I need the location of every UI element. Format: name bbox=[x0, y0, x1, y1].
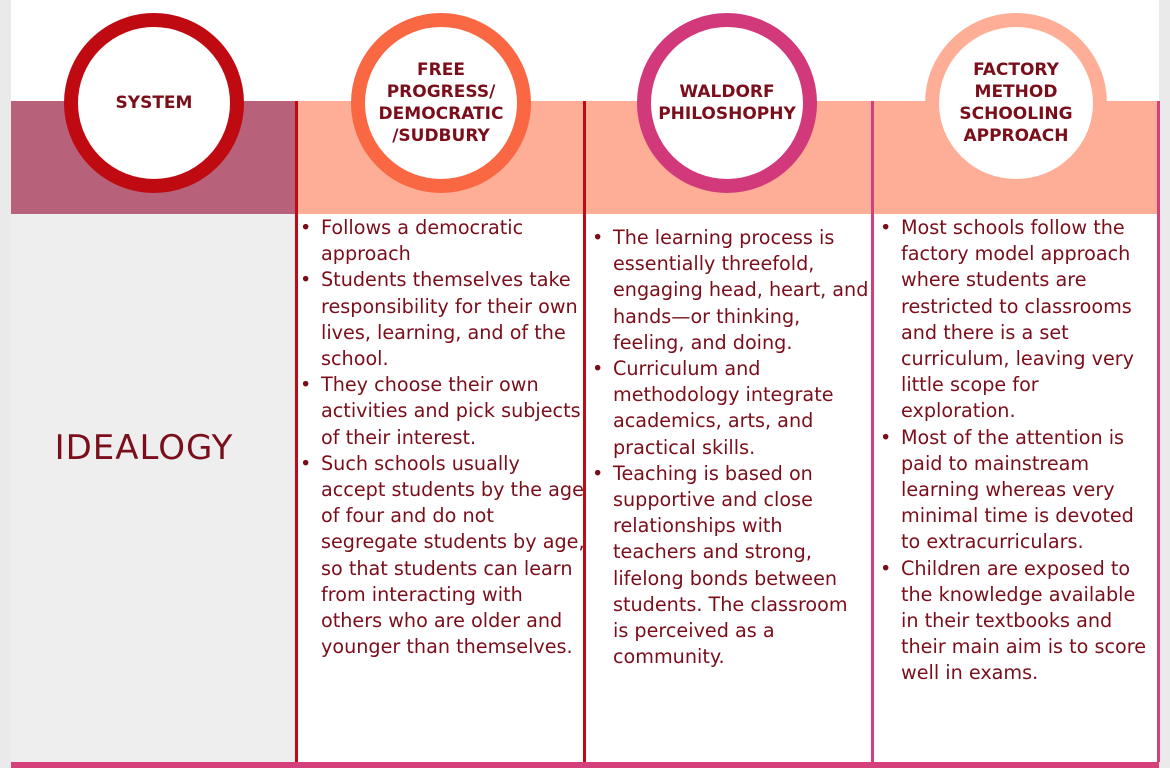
header-circle-free-progress bbox=[351, 13, 531, 193]
list-item: • The learning process is essentially threefold, engaging head, heart, and hands—or thinking, feeling, and doing. bbox=[589, 225, 869, 356]
list-item: • They choose their own activities and pick subjects of their interest. bbox=[297, 372, 587, 451]
page-edge-right bbox=[1159, 0, 1170, 768]
system-label-cell bbox=[11, 214, 296, 762]
list-item: • Follows a democratic approach bbox=[297, 215, 587, 267]
header-circle-factory bbox=[925, 13, 1107, 193]
header-free-progress: FREE PROGRESS/ DEMOCRATIC /SUDBURY bbox=[378, 60, 504, 146]
column-divider-4 bbox=[1157, 101, 1160, 762]
list-item: • Teaching is based on supportive and close relationships with teachers and strong, lifelong bonds between students. The classroom is perceived as a community. bbox=[589, 461, 869, 671]
column-divider-3 bbox=[871, 101, 874, 762]
list-item: • Students themselves take responsibility for their own lives, learning, and of the school. bbox=[297, 267, 587, 372]
waldorf-list bbox=[589, 225, 869, 670]
row-label-idealogy: IDEALOGY bbox=[54, 428, 234, 468]
list-item: • Most schools follow the factory model approach where students are restricted to classrooms and there is a set curriculum, leaving very little scope for exploration. bbox=[877, 215, 1157, 425]
table-bottom-border bbox=[11, 762, 1159, 768]
free-progress-list bbox=[297, 215, 587, 660]
header-factory: FACTORY METHOD SCHOOLING APPROACH bbox=[959, 60, 1073, 146]
list-item: • Such schools usually accept students by the age of four and do not segregate students by age, so that students can learn from interacting with others who are older and younger than themselves. bbox=[297, 451, 587, 661]
list-item: • Most of the attention is paid to mainstream learning whereas very minimal time is devoted to extracurriculars. bbox=[877, 425, 1157, 556]
header-circle-system bbox=[64, 13, 244, 193]
factory-list bbox=[877, 215, 1157, 687]
list-item: • Curriculum and methodology integrate academics, arts, and practical skills. bbox=[589, 356, 869, 461]
header-circle-waldorf bbox=[637, 13, 817, 193]
list-item: • Children are exposed to the knowledge available in their textbooks and their main aim is to score well in exams. bbox=[877, 556, 1157, 687]
page-edge-left bbox=[0, 0, 11, 768]
header-system: SYSTEM bbox=[115, 93, 193, 113]
header-waldorf: WALDORF PHILOSHOPHY bbox=[658, 82, 796, 124]
